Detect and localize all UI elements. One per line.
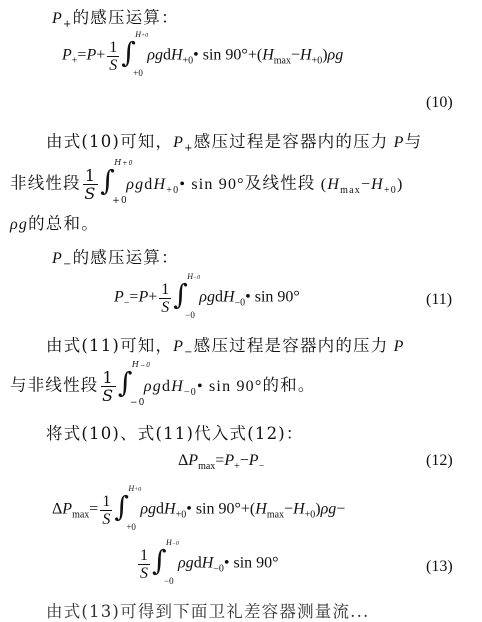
paragraph-line-3: ρg的总和。 (10, 214, 99, 233)
paragraph-line-2: 非线性段 $\frac{1}{S}$ ∫ H+0 +0 ρgdH$_{+0}$• sin 90°及线性段 $(H_{max}-H_{+0})$ (10, 158, 404, 206)
equation-12: $\Delta P_{max}=P_+-P_-$ (178, 452, 265, 472)
equation-number-13: (13) (426, 558, 453, 575)
equation-13-line-2: $\frac{1}{S}$ ∫ H−0 −0 ρgdH$_{-0}$• sin 90° (140, 538, 279, 586)
paragraph-line-cutoff: 由式(13)可得到下面卫礼差容器测量流... (46, 602, 370, 621)
p-minus-heading: $P_-$的感压运算： (52, 248, 179, 270)
equation-11: $P_-=P+$ $\frac{1}{S}$ ∫ H−0 −0 ρgdH$_{-0}$• sin 90° (114, 272, 300, 320)
p-plus-heading: $P_+$的感压运算： (52, 8, 179, 30)
equation-13-line-1: $\Delta P_{max}=$ $\frac{1}{S}$ ∫ H+0 +0 ρgdH$_{+0}$• $\sin 90^\circ+(H_{max}-H_{+0})\rho g-$ (52, 484, 346, 532)
paragraph-line-4: 由式(11)可知，$P_-$感压过程是容器内的压力 P (46, 336, 405, 358)
equation-number-10: (10) (426, 94, 453, 111)
paragraph-line-6: 将式(10)、式(11)代入式(12)： (46, 424, 304, 443)
paragraph-line-5: 与非线性段 $\frac{1}{S}$ ∫ H−0 −0 ρgdH$_{-0}$• sin 90°的和。 (10, 360, 316, 408)
equation-10: $P_+=P+$ $\frac{1}{S}$ ∫ H+0 +0 ρgdH$_{+0}$• $\sin 90^\circ+(H_{max}-H_{+0})\rho g$ (62, 30, 344, 78)
paragraph-line-1: 由式(10)可知，$P_+$感压过程是容器内的压力 P与 (46, 132, 423, 154)
equation-number-11: (11) (426, 291, 453, 308)
equation-number-12: (12) (426, 452, 453, 469)
